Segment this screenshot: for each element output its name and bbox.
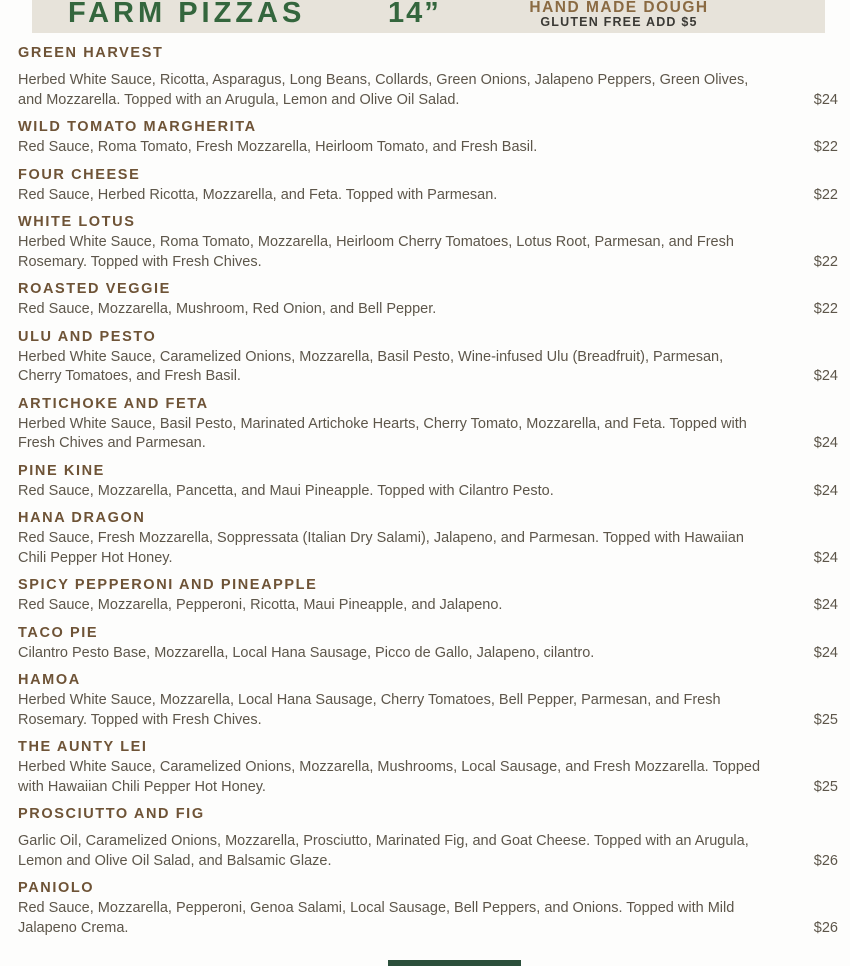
item-title: SPICY PEPPERONI AND PINEAPPLE [18, 577, 318, 593]
menu-item-taco-pie [18, 624, 838, 664]
menu-item-hamoa [18, 671, 838, 730]
item-row [18, 899, 838, 938]
item-description: Herbed White Sauce, Caramelized Onions, Mozzarella, Mushrooms, Local Sausage, and Fresh Mozzarella. Topped with Hawaiian Chili Pepper Hot Honey. [18, 759, 761, 795]
item-title: FOUR CHEESE [18, 166, 141, 183]
item-row [18, 644, 838, 664]
item-description: Red Sauce, Roma Tomato, Fresh Mozzarella, Heirloom Tomato, and Fresh Basil. [18, 139, 538, 155]
item-price: $24 [813, 482, 838, 499]
item-row [18, 596, 838, 616]
item-row [18, 233, 838, 272]
item-title: HAMOA [18, 672, 81, 688]
item-price: $26 [813, 852, 838, 869]
item-price: $22 [813, 253, 838, 270]
section-header-band [32, 0, 825, 33]
item-row [18, 832, 838, 871]
cropped-next-section-band [388, 960, 521, 966]
item-row [18, 300, 838, 320]
item-description: Cilantro Pesto Base, Mozzarella, Local Hana Sausage, Picco de Gallo, Jalapeno, cilantro. [18, 644, 595, 661]
item-description: Red Sauce, Mozzarella, Pepperoni, Genoa Salami, Local Sausage, Bell Peppers, and Onions. Topped with Mild Jalapeno Crema. [18, 900, 735, 936]
item-row [18, 415, 838, 454]
item-price: $24 [813, 549, 838, 566]
section-subtitle-block [464, 0, 774, 29]
item-title: WILD TOMATO MARGHERITA [18, 119, 257, 135]
menu-item-green-harvest [18, 44, 838, 110]
item-row [18, 529, 838, 568]
item-description: Red Sauce, Herbed Ricotta, Mozzarella, and Feta. Topped with Parmesan. [18, 186, 498, 203]
item-title: PANIOLO [18, 880, 95, 896]
item-row [18, 138, 838, 158]
menu-item-white-lotus [18, 213, 838, 272]
section-title: FARM PIZZAS [68, 0, 306, 29]
menu-item-artichoke-and-feta [18, 395, 838, 454]
item-description: Herbed White Sauce, Mozzarella, Local Hana Sausage, Cherry Tomatoes, Bell Pepper, Parmesan, and Fresh Rosemary. Topped with Fresh Chives. [18, 692, 721, 728]
item-row [18, 691, 838, 730]
menu-item-paniolo [18, 879, 838, 938]
item-row [18, 71, 838, 110]
item-title: ARTICHOKE AND FETA [18, 395, 209, 412]
menu-item-wild-tomato-margherita [18, 118, 838, 158]
item-row [18, 482, 838, 502]
item-price: $22 [813, 301, 838, 317]
item-price: $25 [813, 778, 838, 795]
item-description: Red Sauce, Mozzarella, Pepperoni, Ricotta, Maui Pineapple, and Jalapeno. [18, 597, 503, 613]
item-description: Red Sauce, Fresh Mozzarella, Soppressata (Italian Dry Salami), Jalapeno, and Parmesan. Topped with Hawaiian Chili Pepper Hot Honey. [18, 530, 744, 566]
item-row [18, 758, 838, 797]
item-row [18, 186, 838, 206]
pizza-size-label: 14” [388, 0, 441, 29]
item-price: $25 [813, 711, 838, 728]
menu-item-ulu-and-pesto [18, 328, 838, 387]
menu-item-hana-dragon [18, 509, 838, 568]
item-title: ULU AND PESTO [18, 328, 157, 345]
item-description: Herbed White Sauce, Ricotta, Asparagus, Long Beans, Collards, Green Onions, Jalapeno Peppers, Green Olives, and Mozzarella. Topped with an Arugula, Lemon and Olive Oil Salad. [18, 72, 749, 108]
item-title: HANA DRAGON [18, 510, 146, 526]
gluten-free-label: GLUTEN FREE ADD $5 [540, 15, 698, 29]
item-price: $24 [813, 597, 838, 613]
item-price: $24 [813, 368, 838, 384]
item-price: $26 [813, 919, 838, 936]
item-description: Herbed White Sauce, Basil Pesto, Marinated Artichoke Hearts, Cherry Tomato, Mozzarella, and Feta. Topped with Fresh Chives and Parmesan. [18, 415, 747, 451]
item-price: $24 [813, 644, 838, 661]
item-description: Red Sauce, Mozzarella, Pancetta, and Maui Pineapple. Topped with Cilantro Pesto. [18, 482, 554, 499]
menu-item-spicy-pepperoni-and-pineapple [18, 576, 838, 616]
item-title: PINE KINE [18, 462, 105, 479]
item-title: PROSCIUTTO AND FIG [18, 806, 205, 822]
item-title: TACO PIE [18, 624, 99, 641]
item-title: THE AUNTY LEI [18, 739, 148, 755]
item-price: $24 [813, 435, 838, 451]
handmade-dough-label: HAND MADE DOUGH [529, 0, 709, 16]
item-row [18, 348, 838, 387]
item-title: WHITE LOTUS [18, 214, 136, 230]
item-title: ROASTED VEGGIE [18, 281, 171, 297]
menu-item-prosciutto-and-fig [18, 805, 838, 871]
item-title: GREEN HARVEST [18, 45, 164, 61]
menu-item-roasted-veggie [18, 280, 838, 320]
menu-item-four-cheese [18, 166, 838, 206]
item-price: $22 [813, 139, 838, 155]
item-price: $22 [813, 186, 838, 203]
menu-items-list [18, 44, 838, 946]
menu-item-pine-kine [18, 462, 838, 502]
item-description: Garlic Oil, Caramelized Onions, Mozzarella, Prosciutto, Marinated Fig, and Goat Cheese. Topped with an Arugula, Lemon and Olive Oil Salad, and Balsamic Glaze. [18, 833, 749, 869]
menu-item-the-aunty-lei [18, 738, 838, 797]
item-description: Herbed White Sauce, Roma Tomato, Mozzarella, Heirloom Cherry Tomatoes, Lotus Root, Parmesan, and Fresh Rosemary. Topped with Fresh Chives. [18, 234, 734, 270]
item-price: $24 [813, 91, 838, 108]
item-description: Herbed White Sauce, Caramelized Onions, Mozzarella, Basil Pesto, Wine-infused Ulu (Breadfruit), Parmesan, Cherry Tomatoes, and Fresh Basil. [18, 348, 724, 384]
item-description: Red Sauce, Mozzarella, Mushroom, Red Onion, and Bell Pepper. [18, 301, 437, 317]
